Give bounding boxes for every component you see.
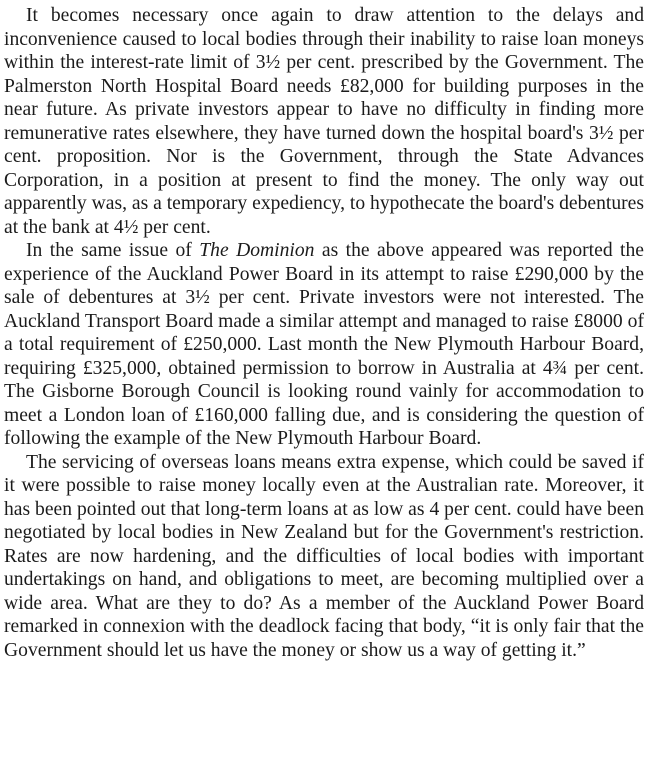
paragraph-1: It becomes necessary once again to draw attention to the delays and inconvenience caused to local bodies through their inability to raise loan moneys within the interest-rate limit of 3½ per cent. prescribed by the Government. The Palmerston North Hospital Board needs £82,000 for building purposes in the near future. As private investors appear to have no difficulty in finding more remunerative rates elsewhere, they have turned down the hospital board's 3½ per cent. proposition. Nor is the Government, through the State Advances Corporation, in a position at present to find the money. The only way out apparently was, as a temporary expediency, to hypothecate the board's debentures at the bank at 4½ per cent.	[4, 5, 644, 238]
article-body	[4, 4, 644, 662]
paragraph-2-lead: In the same issue of	[26, 240, 200, 261]
paragraph-2	[4, 239, 644, 451]
newspaper-title: The Dominion	[199, 240, 315, 261]
paragraph-2-rest: as the above appeared was reported the experience of the Auckland Power Board in its attempt to raise £290,000 by the sale of debentures at 3½ per cent. Private investors were not interested. The Auckland Transport Board made a similar attempt and managed to raise £8000 of a total requirement of £250,000. Last month the New Plymouth Harbour Board, requiring £325,000, obtained permission to borrow in Australia at 4¾ per cent. The Gisborne Borough Council is looking round vainly for accommodation to meet a London loan of £160,000 falling due, and is considering the question of following the example of the New Plymouth Harbour Board.	[4, 240, 644, 449]
paragraph-3: The servicing of overseas loans means extra expense, which could be saved if it were possible to raise money locally even at the Australian rate. Moreover, it has been pointed out that long-term loans at as low as 4 per cent. could have been negotiated by local bodies in New Zealand but for the Government's restriction. Rates are now hardening, and the difficulties of local bodies with important undertakings on hand, and obligations to meet, are becoming multiplied over a wide area. What are they to do? As a member of the Auckland Power Board remarked in connexion with the deadlock facing that body, “it is only fair that the Government should let us have the money or show us a way of getting it.”	[4, 451, 644, 661]
